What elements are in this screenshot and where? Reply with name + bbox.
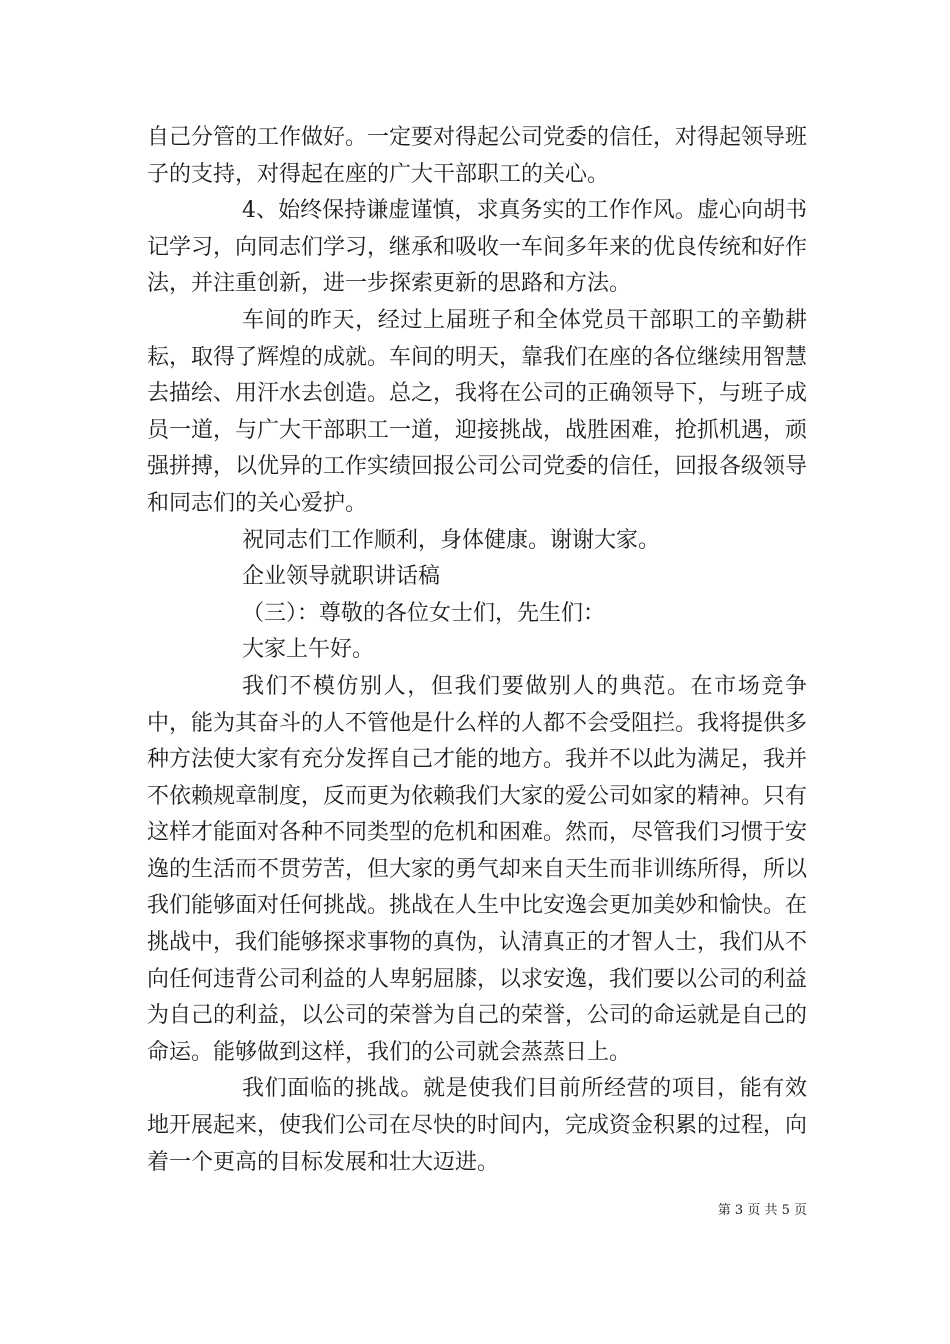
paragraph-continuation: 自己分管的工作做好。一定要对得起公司党委的信任，对得起领导班子的支持，对得起在座的广大干部职工的关心。 xyxy=(147,125,808,187)
paragraph-workshop-future: 车间的昨天，经过上届班子和全体党员干部职工的辛勤耕耘，取得了辉煌的成就。车间的明天，靠我们在座的各位继续用智慧去描绘、用汗水去创造。总之，我将在公司的正确领导下，与班子成员一道，与广大干部职工一道，迎接挑战，战胜困难，抢抓机遇，顽强拼搏，以优异的工作实绩回报公司公司党委的信任，回报各级领导和同志们的关心爱护。 xyxy=(147,307,808,516)
page-number-footer: 第 3 页 共 5 页 xyxy=(717,1203,807,1218)
section-title: 企业领导就职讲话稿 xyxy=(242,564,441,590)
document-body xyxy=(147,120,807,1181)
paragraph-closing-wishes: 祝同志们工作顺利，身体健康。谢谢大家。 xyxy=(242,527,661,553)
paragraph-point-4: 4、始终保持谦虚谨慎，求真务实的工作作风。虚心向胡书记学习，向同志们学习，继承和吸收一车间多年来的优良传统和好作法，并注重创新，进一步探索更新的思路和方法。 xyxy=(147,198,808,297)
speech-salutation: （三）：尊敬的各位女士们，先生们： xyxy=(242,600,606,626)
paragraph-challenge: 我们面临的挑战。就是使我们目前所经营的项目，能有效地开展起来，使我们公司在尽快的时间内，完成资金积累的过程，向着一个更高的目标发展和壮大迈进。 xyxy=(147,1076,808,1175)
paragraph-role-model: 我们不模仿别人，但我们要做别人的典范。在市场竞争中，能为其奋斗的人不管他是什么样的人都不会受阻拦。我将提供多种方法使大家有充分发挥自己才能的地方。我并不以此为满足，我并不依赖规章制度，反而更为依赖我们大家的爱公司如家的精神。只有这样才能面对各种不同类型的危机和困难。然而，尽管我们习惯于安逸的生活而不贯劳苦，但大家的勇气却来自天生而非训练所得，所以我们能够面对任何挑战。挑战在人生中比安逸会更加美妙和愉快。在挑战中，我们能够探求事物的真伪，认清真正的才智人士，我们从不向任何违背公司利益的人卑躬屈膝，以求安逸，我们要以公司的利益为自己的利益，以公司的荣誉为自己的荣誉，公司的命运就是自己的命运。能够做到这样，我们的公司就会蒸蒸日上。 xyxy=(147,673,808,1065)
speech-greeting: 大家上午好。 xyxy=(242,637,375,663)
